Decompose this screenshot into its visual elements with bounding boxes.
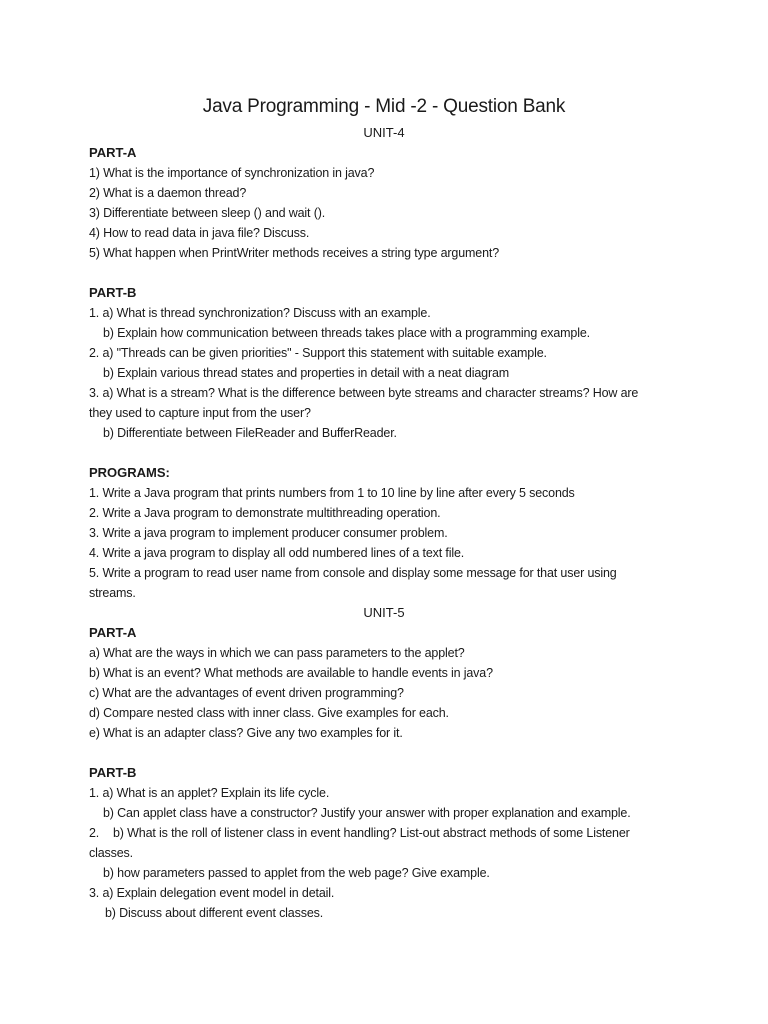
unit-5-part-a-question: a) What are the ways in which we can pass parameters to the applet? — [89, 646, 465, 660]
unit-5-part-b-question: 3. a) Explain delegation event model in detail. — [89, 886, 335, 900]
unit-5-part-b-heading: PART-B — [89, 765, 137, 780]
unit-4-heading: UNIT-4 — [363, 125, 405, 140]
section-spacer — [89, 263, 679, 283]
unit-4-part-b-question: 2. a) "Threads can be given priorities" - Support this statement with suitable example. — [89, 346, 547, 360]
unit-4-part-b-question: 1. a) What is thread synchronization? Discuss with an example. — [89, 306, 431, 320]
unit-5-part-a-heading: PART-A — [89, 625, 137, 640]
unit-4-part-a-question: 5) What happen when PrintWriter methods receives a string type argument? — [89, 246, 500, 260]
unit-4-part-a-question: 3) Differentiate between sleep () and wait (). — [89, 206, 326, 220]
unit-4-part-b-question: b) Explain various thread states and properties in detail with a neat diagram — [103, 366, 510, 380]
unit-5-part-a-question: c) What are the advantages of event driven programming? — [89, 686, 404, 700]
unit-4-program-item-continued: streams. — [89, 586, 136, 600]
question-number: 2. — [89, 826, 100, 840]
unit-4-part-b-question: b) Explain how communication between threads takes place with a programming example. — [103, 326, 590, 340]
unit-5-heading: UNIT-5 — [363, 605, 405, 620]
unit-5-part-b-question: b) how parameters passed to applet from the web page? Give example. — [103, 866, 490, 880]
unit-4-programs-heading: PROGRAMS: — [89, 465, 170, 480]
unit-4-part-a-heading: PART-A — [89, 145, 137, 160]
section-spacer — [89, 443, 679, 463]
document-page — [89, 94, 679, 923]
unit-5-part-b-question: b) Discuss about different event classes. — [105, 906, 324, 920]
unit-5-part-a-question: e) What is an adapter class? Give any two examples for it. — [89, 726, 403, 740]
unit-4-program-item: 4. Write a java program to display all odd numbered lines of a text file. — [89, 546, 465, 560]
unit-5-part-b-question: 1. a) What is an applet? Explain its life cycle. — [89, 786, 330, 800]
unit-4-program-item: 2. Write a Java program to demonstrate multithreading operation. — [89, 506, 441, 520]
unit-4-program-item: 3. Write a java program to implement producer consumer problem. — [89, 526, 448, 540]
unit-4-program-item: 5. Write a program to read user name from console and display some message for that user using — [89, 566, 617, 580]
unit-4-program-item: 1. Write a Java program that prints numbers from 1 to 10 line by line after every 5 seconds — [89, 486, 575, 500]
unit-4-part-b-heading: PART-B — [89, 285, 137, 300]
unit-5-part-b-question-continued: classes. — [89, 846, 133, 860]
document-title: Java Programming - Mid -2 - Question Bank — [202, 96, 566, 117]
unit-4-part-a-question: 4) How to read data in java file? Discuss. — [89, 226, 310, 240]
unit-4-part-b-question-continued: they used to capture input from the user? — [89, 406, 311, 420]
unit-5-part-b-question — [89, 823, 679, 843]
unit-4-part-a-question: 1) What is the importance of synchronization in java? — [89, 166, 375, 180]
unit-4-part-b-question: b) Differentiate between FileReader and BufferReader. — [103, 426, 397, 440]
section-spacer — [89, 743, 679, 763]
question-text: b) What is the roll of listener class in event handling? List-out abstract methods of some Listener — [113, 826, 630, 840]
unit-5-part-a-question: b) What is an event? What methods are available to handle events in java? — [89, 666, 493, 680]
unit-4-part-a-question: 2) What is a daemon thread? — [89, 186, 247, 200]
unit-5-part-b-question: b) Can applet class have a constructor? Justify your answer with proper explanation and example. — [103, 806, 631, 820]
unit-4-part-b-question: 3. a) What is a stream? What is the difference between byte streams and character streams? How are — [89, 386, 639, 400]
unit-5-part-a-question: d) Compare nested class with inner class. Give examples for each. — [89, 706, 449, 720]
